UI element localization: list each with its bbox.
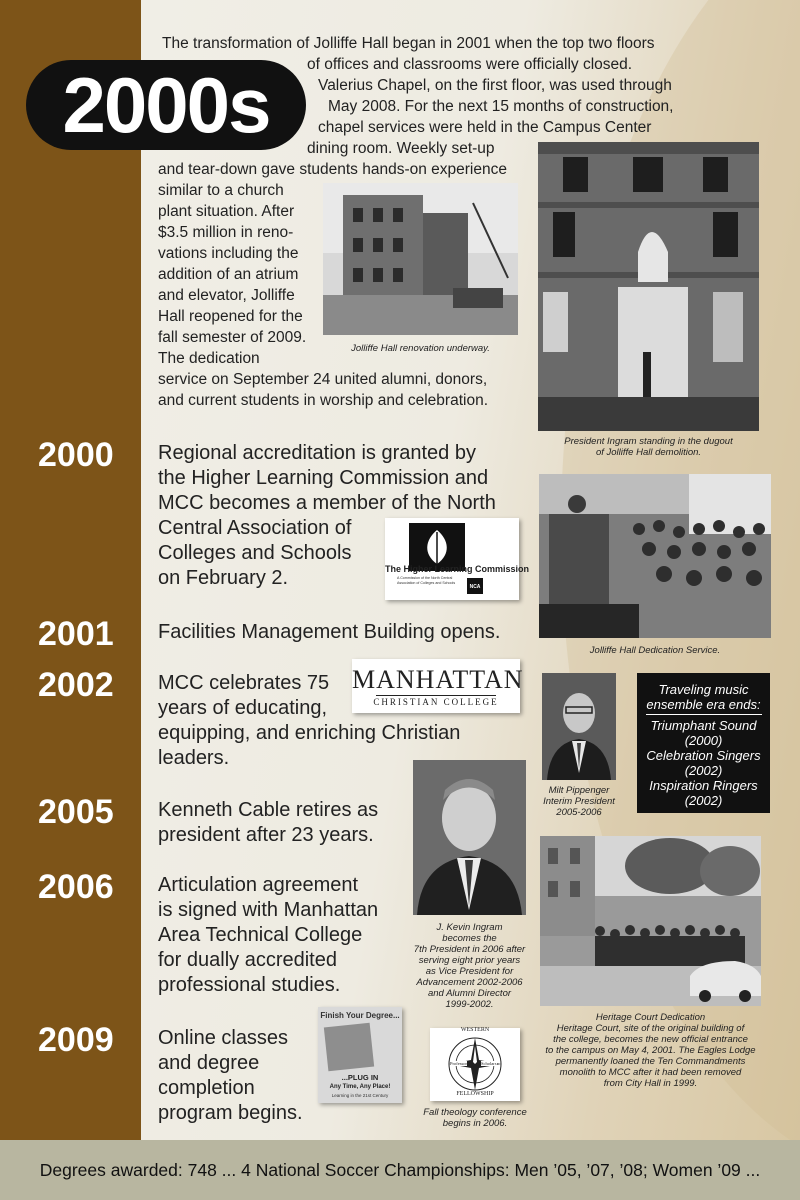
event-line: MCC celebrates 75 [158, 672, 330, 694]
event-line: is signed with Manhattan [158, 899, 379, 921]
heritage-photo [540, 836, 761, 1006]
year-label: 2009 [38, 1021, 114, 1059]
conference-caption-line: begins in 2006. [442, 1118, 508, 1129]
hlc-logo [385, 518, 530, 600]
year-label: 2000 [38, 436, 114, 474]
intro-line: and elevator, Jolliffe [158, 287, 295, 304]
event-line: for dually accredited [158, 949, 337, 971]
ensemble-box [637, 673, 770, 813]
heritage-caption-line: from City Hall in 1999. [603, 1078, 698, 1089]
event-line: Central Association of [158, 517, 352, 539]
intro-line: service on September 24 united alumni, donors, [158, 371, 488, 388]
dugout-caption-line: President Ingram standing in the dugout [564, 436, 733, 447]
event-line: Area Technical College [158, 924, 363, 946]
ingram-caption-line: becomes the [442, 933, 497, 944]
dedication-caption: Jolliffe Hall Dedication Service. [589, 645, 721, 656]
intro-line: and tear-down gave students hands-on experience [158, 161, 507, 178]
event-line: and degree [158, 1052, 260, 1074]
dugout-photo [538, 142, 759, 431]
heritage-caption-line: Heritage Court Dedication [595, 1012, 706, 1023]
event-line: completion [158, 1077, 255, 1099]
intro-line: chapel services were held in the Campus Center [318, 119, 652, 136]
heritage-caption-line: permanently loaned the Ten Commandments [555, 1056, 746, 1067]
intro-line: dining room. Weekly set-up [307, 140, 495, 157]
event-line: Facilities Management Building opens. [158, 621, 501, 643]
western-fellowship-logo [430, 1028, 520, 1101]
year-label: 2006 [38, 868, 114, 906]
event-line: Articulation agreement [158, 874, 359, 896]
intro-line: fall semester of 2009. [158, 329, 307, 346]
hlc-name: The Higher Learning Commission [385, 564, 530, 574]
ingram-photo [413, 760, 526, 915]
event-line: professional studies. [158, 974, 341, 996]
renovation-caption: Jolliffe Hall renovation underway. [351, 343, 490, 354]
intro-line: of offices and classrooms were officially closed. [307, 56, 633, 73]
ingram-caption-line: Advancement 2002-2006 [416, 977, 523, 988]
ingram-caption-line: 1999-2002. [445, 999, 494, 1010]
ingram-caption-line: J. Kevin Ingram [436, 922, 503, 933]
footer-bar [0, 1140, 800, 1200]
pippenger-photo [542, 673, 616, 780]
event-line: the Higher Learning Commission and [158, 467, 489, 489]
intro-line: Hall reopened for the [158, 308, 303, 325]
flyer-plugin-text: ...PLUG IN [341, 1073, 379, 1082]
dugout-caption-line: of Jolliffe Hall demolition. [595, 447, 702, 458]
ingram-caption-line: 7th President in 2006 after [413, 944, 526, 955]
year-label: 2001 [38, 615, 114, 653]
intro-line: plant situation. After [158, 203, 295, 220]
ensemble-year: (2002) [684, 793, 723, 808]
flyer-learning-text: Learning in the 21st Century [331, 1093, 389, 1098]
dedication-photo [539, 474, 771, 638]
pippenger-caption-line: Interim President [543, 796, 615, 807]
western-bottom-text: FELLOWSHIP [456, 1091, 494, 1097]
footer-text: Degrees awarded: 748 ... 4 National Soccer Championships: Men ’05, ’07, ’08; Women ’09 ... [39, 1159, 761, 1180]
ensemble-name: Inspiration Ringers [649, 778, 758, 793]
event-line: leaders. [158, 747, 230, 769]
event-line: Regional accreditation is granted by [158, 442, 476, 464]
manhattan-logo [352, 659, 524, 713]
event-line: on February 2. [158, 567, 289, 589]
pippenger-caption-line: Milt Pippenger [548, 785, 610, 796]
western-right-text: Scholars [481, 1061, 497, 1066]
event-line: Online classes [158, 1027, 289, 1049]
renovation-photo [323, 183, 518, 335]
intro-line: The transformation of Jolliffe Hall began in 2001 when the top two floors [162, 35, 655, 52]
conference-caption-line: Fall theology conference [423, 1107, 527, 1118]
intro-line: addition of an atrium [158, 266, 299, 283]
ensemble-year: (2000) [684, 733, 723, 748]
event-line: equipping, and enriching Christian [158, 722, 461, 744]
intro-line: and current students in worship and celebration. [158, 392, 489, 409]
heritage-caption-line: the college, becomes the new official entrance [553, 1034, 748, 1045]
event-line: president after 23 years. [158, 824, 374, 846]
pippenger-caption-line: 2005-2006 [556, 807, 602, 818]
online-degree-flyer [318, 1007, 402, 1103]
flyer-anytime-text: Any Time, Any Place! [329, 1084, 391, 1090]
ingram-caption-line: and Alumni Director [427, 988, 512, 999]
ensemble-name: Triumphant Sound [650, 718, 757, 733]
sidebar-band [0, 0, 141, 1140]
ingram-caption-line: serving eight prior years [418, 955, 521, 966]
decade-title: 2000s [62, 60, 270, 149]
intro-line: May 2008. For the next 15 months of construction, [328, 98, 674, 115]
ingram-caption-line: as Vice President for [425, 966, 514, 977]
manhattan-title: MANHATTAN [352, 665, 524, 694]
intro-line: $3.5 million in reno- [158, 224, 294, 241]
heritage-caption-line: monolith to MCC after it had been removed [559, 1067, 742, 1078]
ensemble-year: (2002) [684, 763, 723, 778]
event-line: MCC becomes a member of the North [158, 492, 496, 514]
event-line: years of educating, [158, 697, 327, 719]
year-label: 2002 [38, 666, 114, 704]
intro-line: The dedication [158, 350, 260, 367]
event-line: Kenneth Cable retires as [158, 799, 379, 821]
heritage-caption-line: Heritage Court, site of the original building of [556, 1023, 745, 1034]
manhattan-subtitle: CHRISTIAN COLLEGE [373, 697, 499, 707]
event-line: program begins. [158, 1102, 303, 1124]
decade-badge [26, 60, 306, 150]
hlc-subtitle: A Commission of the North Central Association of Colleges and Schools [397, 576, 456, 585]
year-label: 2005 [38, 793, 114, 831]
heritage-caption-line: to the campus on May 4, 2001. The Eagles Lodge [545, 1045, 756, 1056]
hlc-nca-mark: NCA [469, 584, 481, 590]
ensemble-name: Celebration Singers [646, 748, 761, 763]
ensemble-heading-line: ensemble era ends: [646, 697, 761, 712]
flyer-top-text: Finish Your Degree... [320, 1011, 400, 1020]
event-line: Colleges and Schools [158, 542, 352, 564]
western-left-text: Professor [450, 1061, 467, 1066]
intro-line: vations including the [158, 245, 299, 262]
intro-line: similar to a church [158, 182, 284, 199]
intro-line: Valerius Chapel, on the first floor, was used through [318, 77, 672, 94]
western-top-text: WESTERN [460, 1027, 490, 1033]
ensemble-heading-line: Traveling music [658, 682, 749, 697]
